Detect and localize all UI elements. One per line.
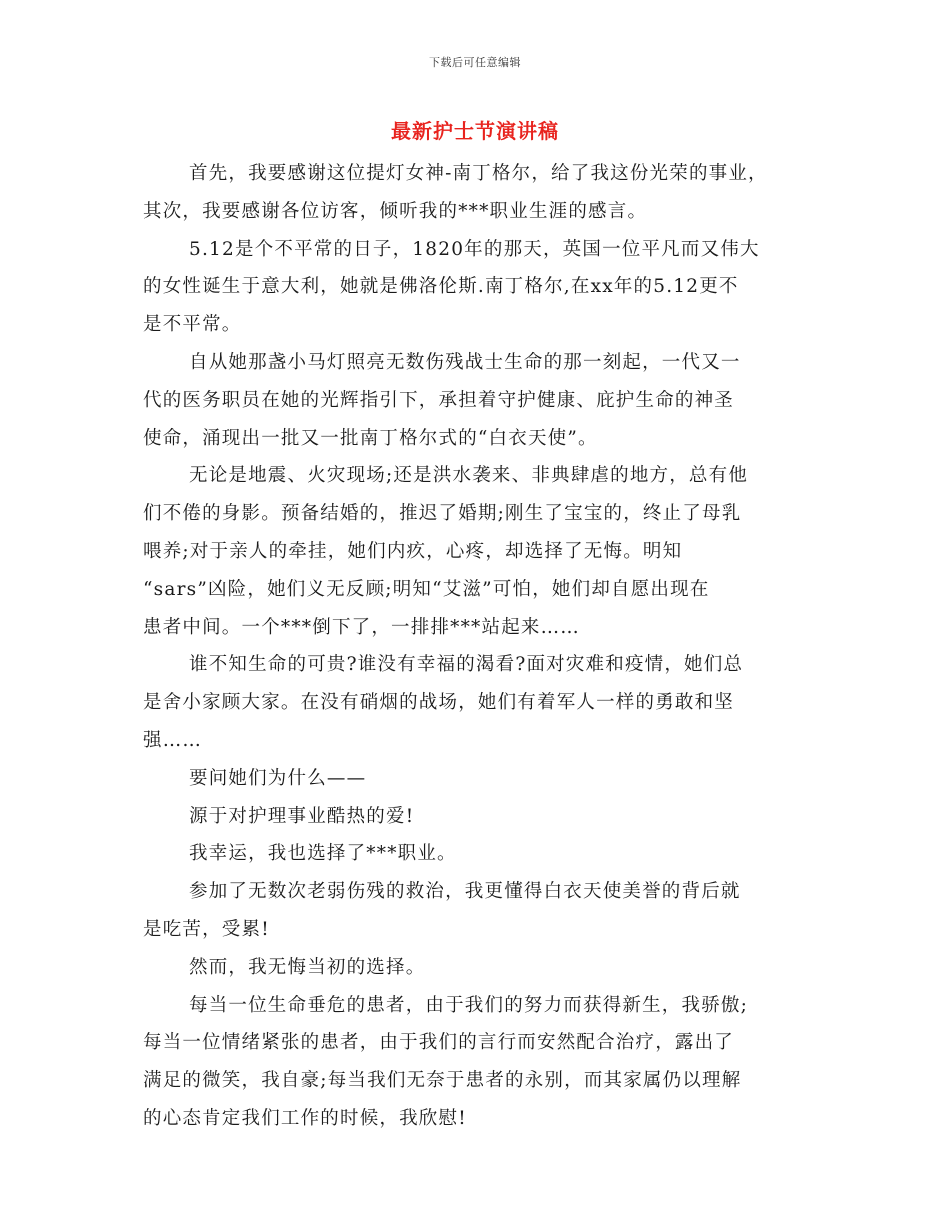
paragraph [143,835,815,873]
paragraph-line: 我幸运，我也选择了***职业。 [189,843,457,865]
paragraph-line: 源于对护理事业酷热的爱! [189,805,415,827]
paragraph-line: “sars”凶险，她们义无反顾;明知“艾滋”可怕，她们却自愿出现在 [143,578,710,600]
paragraph [143,457,815,646]
paragraph-line: 是吃苦，受累! [143,918,270,940]
paragraph-line: 自从她那盏小马灯照亮无数伤残战士生命的那一刻起，一代又一 [189,351,741,373]
paragraph [143,873,815,949]
document-title: 最新护士节演讲稿 [391,119,559,143]
paragraph [143,344,815,457]
paragraph-line: 参加了无数次老弱伤残的救治，我更懂得白衣天使美誉的背后就 [189,881,741,903]
paragraph-line: 然而，我无悔当初的选择。 [189,956,426,978]
paragraph [143,949,815,987]
paragraph-line: 每当一位情绪紧张的患者，由于我们的言行而安然配合治疗，露出了 [143,1032,735,1054]
paragraph-line: 其次，我要感谢各位访客，倾听我的***职业生涯的感言。 [143,200,648,222]
paragraph [143,231,815,344]
paragraph [143,798,815,836]
paragraph-line: 的心态肯定我们工作的时候，我欣慰! [143,1107,467,1129]
paragraph [143,646,815,759]
document-body [143,155,815,1138]
paragraph-line: 强…… [143,729,203,751]
paragraph-line: 谁不知生命的可贵?谁没有幸福的渴看?面对灾难和疫情，她们总 [189,654,744,676]
header-note: 下载后可任意编辑 [429,56,521,69]
paragraph-line: 无论是地震、火灾现场;还是洪水袭来、非典肆虐的地方，总有他 [189,465,749,487]
paragraph-line: 是舍小家顾大家。在没有硝烟的战场，她们有着军人一样的勇敢和坚 [143,692,735,714]
paragraph-line: 5.12是个不平常的日子，1820年的那天，英国一位平凡而又伟大 [189,238,760,260]
paragraph-line: 要问她们为什么—— [189,767,367,789]
paragraph-line: 患者中间。一个***倒下了，一排排***站起来…… [143,616,581,638]
paragraph-line: 们不倦的身影。预备结婚的，推迟了婚期;刚生了宝宝的，终止了母乳 [143,503,742,525]
paragraph-line: 的女性诞生于意大利，她就是佛洛伦斯.南丁格尔,在xx年的5.12更不 [143,276,739,298]
paragraph-line: 喂养;对于亲人的牵挂，她们内疚，心疼，却选择了无悔。明知 [143,540,683,562]
paragraph [143,760,815,798]
paragraph-line: 代的医务职员在她的光辉指引下，承担着守护健康、庇护生命的神圣 [143,389,735,411]
paragraph-line: 是不平常。 [143,314,242,336]
paragraph-line: 首先，我要感谢这位提灯女神-南丁格尔，给了我这份光荣的事业， [189,163,768,184]
paragraph-line: 满足的微笑，我自豪;每当我们无奈于患者的永别，而其家属仍以理解 [143,1070,742,1092]
paragraph [143,987,815,1138]
paragraph [143,155,815,231]
paragraph-line: 使命，涌现出一批又一批南丁格尔式的“白衣天使”。 [143,427,598,449]
paragraph-line: 每当一位生命垂危的患者，由于我们的努力而获得新生，我骄傲; [189,994,749,1016]
